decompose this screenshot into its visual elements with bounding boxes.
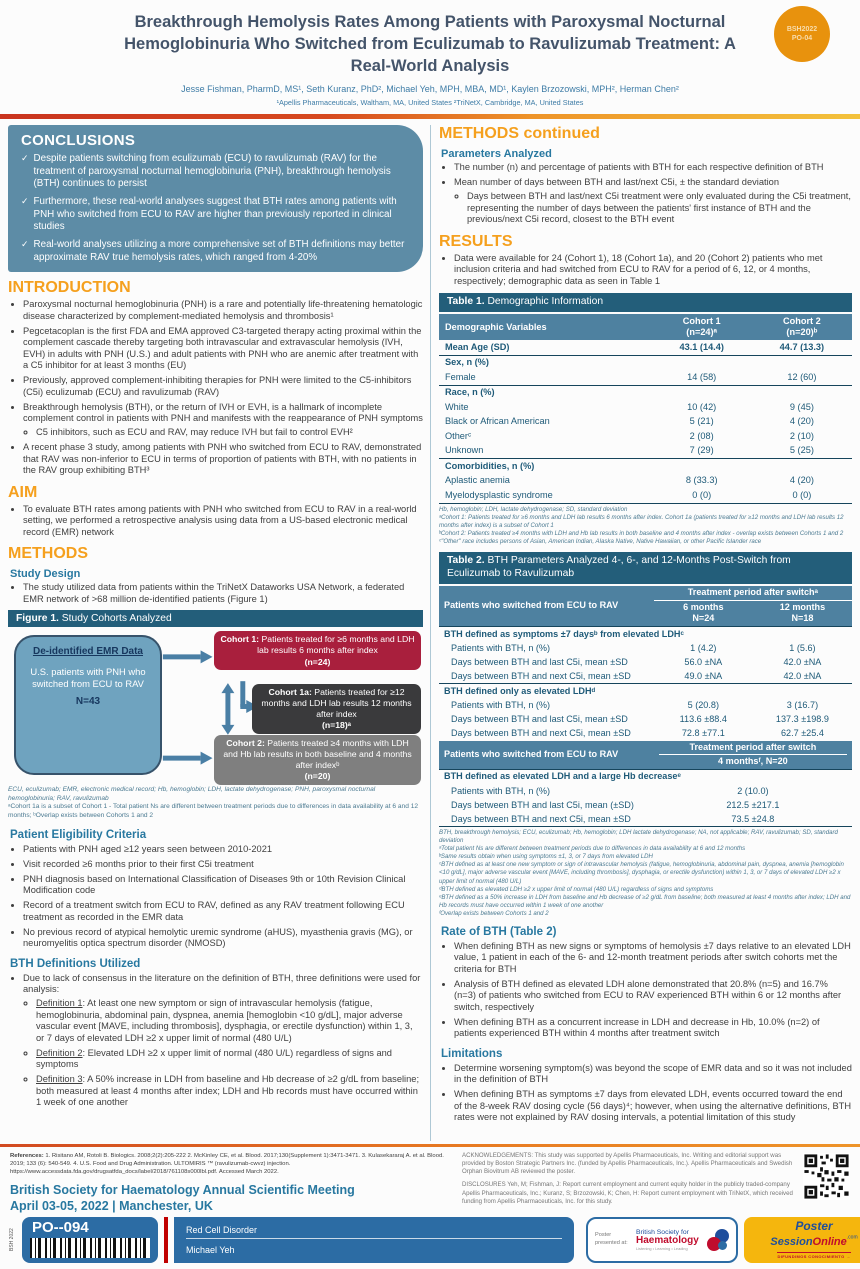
table-row — [439, 370, 852, 385]
cohort1-text — [220, 634, 415, 655]
checkmark-icon: ✓ — [21, 239, 29, 250]
footnote: ᶜBTH defined as at least one new symptom or sign of intravascular hemolysis (fatigue, hemoglobinuria, abdominal pain, dyspnea, anemia [hemoglobin <10 g/dL], major adverse vascular event [MAVE, including thrombosis], dysphagia, or erectile dysfunction) within 1, 3, or 7 days of elevated LDH ≥2 x upper limit of normal (480 U/L) — [439, 861, 844, 885]
table-row — [439, 444, 852, 459]
table2 — [439, 586, 852, 828]
cell: 7 (29) — [689, 445, 714, 456]
footnote: ᵃCohort 1: Patients treated for ≥6 months and LDH lab results 6 months after index. Cohort 1a (patients treated for ≥12 months and LDH lab results 12 months after index) is a subset of Cohort 1 — [439, 513, 844, 529]
table-row — [439, 429, 852, 444]
table-row — [439, 340, 852, 355]
row-label: Patients with BTH, n (%) — [451, 642, 551, 653]
table-row — [439, 655, 852, 669]
cohort2-text — [220, 738, 415, 770]
definition-item — [36, 1048, 423, 1071]
affiliations: ¹Apellis Pharmaceuticals, Waltham, MA, United States ²TriNetX, Cambridge, MA, United States — [276, 98, 584, 108]
table-row — [439, 784, 852, 798]
figure1-title-bar — [8, 610, 423, 627]
period-months: 12 months — [779, 602, 826, 613]
cell: 9 (45) — [789, 401, 814, 412]
definition-label: Definition 3 — [36, 1074, 83, 1085]
list-item: • When defining BTH as a concurrent increase in LDH and decrease in Hb, 10.0% (n=2) of patients experienced BTH within 4 months after treatment switch — [454, 1017, 852, 1040]
list-item: ◦ C5 inhibitors, such as ECU and RAV, may reduce IVH but fail to control EVH² — [36, 427, 423, 439]
bth-definitions-list — [8, 973, 423, 1109]
treatment-period-header: Treatment period after switchᵃ — [654, 586, 852, 601]
footnote: ᵇSame results obtain when using symptoms ±1, 3, or 7 days from elevated LDH — [439, 853, 653, 861]
table-section-row — [439, 385, 852, 400]
emr-data-box — [14, 635, 162, 775]
cohort1a-text — [258, 687, 415, 719]
row-label: Days between BTH and last C5i, mean ±SD — [451, 714, 628, 725]
cell: 137.3 ±198.9 — [775, 714, 829, 725]
presenter: Michael Yeh — [186, 1245, 235, 1255]
cohort2-box — [214, 735, 421, 784]
figure1-abbreviations: ECU, eculizumab; EMR, electronic medical record; Hb, hemoglobin; LDH, lactate dehydrogenase; PNH, paroxysmal nocturnal hemoglobinuria; RAV, ravulizumab — [8, 786, 376, 802]
table-row — [439, 415, 852, 430]
footnote: Hb, hemoglobin; LDH, lactate dehydrogenase; SD, standard deviation — [439, 505, 628, 513]
list-item: • The study utilized data from patients within the TriNetX Dataworks USA Network, a federated EMR network of >68 million de-identified patients (Figure 1) — [23, 582, 423, 605]
cohort1a-desc: Patients treated for ≥12 months and LDH lab results 12 months after index — [261, 687, 412, 719]
table2-header-row — [439, 586, 852, 601]
row-label: Patients with BTH, n (%) — [451, 785, 551, 796]
conclusions-heading: CONCLUSIONS — [21, 132, 136, 150]
table-section-row — [439, 769, 852, 784]
subheading-limitations: Limitations — [441, 1047, 503, 1060]
list-item: • Pegcetacoplan is the first FDA and EMA approved C3-targeted therapy acting proximal within the complement cascade thereby targeting both intravascular and extravascular hemolysis (IVH, EVH) in adults with PNH (U.S.) and adult patients with PNH who are anemic after treatment with a C5 inhibitor for at least 3 months (EU) — [23, 326, 423, 372]
section-label: Comorbidities, n (%) — [439, 459, 852, 474]
left-column — [8, 125, 430, 1141]
list-item: • Visit recorded ≥6 months prior to their first C5i treatment — [23, 859, 423, 871]
table1-label: Table 1. — [447, 296, 485, 308]
table-row — [439, 812, 852, 827]
footnote: ᵃTotal patient Ns are different between treatment periods due to differences in data availability at 6 and 12 months — [439, 845, 746, 853]
limitations-list — [439, 1063, 852, 1124]
pso-line2 — [770, 1232, 857, 1250]
cell: 113.6 ±88.4 — [679, 714, 727, 725]
cell: 4 (20) — [789, 475, 814, 486]
list-item: • Determine worsening symptom(s) was beyond the scope of EMR data and so it was not included in the definition of BTH — [454, 1063, 852, 1086]
table2-mid-band — [439, 741, 852, 770]
table-row — [439, 488, 852, 503]
row-label: Days between BTH and last C5i, mean ±SD — [451, 656, 628, 667]
table1-cohort1-header — [652, 314, 752, 340]
list-item: • No previous record of atypical hemolytic uremic syndrome (aHUS), myasthenia gravis (MG), or neuromyelitis optica spectrum disorder (NMOSD) — [23, 927, 423, 950]
poster-title: Breakthrough Hemolysis Rates Among Patients with Paroxysmal Nocturnal Hemoglobinuria Who Switched from Eculizumab to Ravulizumab Treatment: A Real-World Analysis — [124, 13, 736, 75]
footer — [0, 1151, 860, 1214]
conclusion-text: Furthermore, these real-world analyses suggest that BTH rates among patients with PNH who switched from ECU to RAV are higher than previously reported in clinical studies — [33, 196, 397, 233]
table-section-row — [439, 459, 852, 474]
conclusions-box — [8, 125, 423, 272]
acknowledgements-disclosures — [462, 1152, 795, 1214]
cell: 5 (21) — [689, 416, 714, 427]
references-text: 1. Risitano AM, Rotoli B. Biologics. 2008;2(2):205-222 2. McKinley CE, et al. Blood. 2017;130(Supplement 1):3471-3471. 3. Kulasekararaj A. et al. Blood. 2019; 133 (6): 540-549. 4. U.S. Food and Drug Administration. ULTOMIRIS ™ (ravulizumab-cwvz) injection. https://www.accessdata.fda.gov/drugsatfda_docs/label/2018/761108s000lbl.pdf. Accessed March 2022. — [10, 1152, 444, 1176]
period-n: N=18 — [791, 613, 814, 624]
list-item: • Paroxysmal nocturnal hemoglobinuria (PNH) is a rare and potentially life-threatening hematologic disease characterized by complement-mediated hemolysis and thrombosis¹ — [23, 299, 423, 322]
table2-footnotes — [439, 829, 852, 917]
subheading-bth-definitions: BTH Definitions Utilized — [10, 957, 141, 970]
cell: 73.5 ±24.8 — [731, 813, 775, 824]
subheading-parameters-analyzed: Parameters Analyzed — [441, 148, 552, 161]
cohort2-desc: Patients treated ≥4 months with LDH and Hb lab results in both baseline and 4 months after indexᵇ — [223, 738, 412, 770]
section-label: BTH defined only as elevated LDHᵈ — [439, 684, 852, 699]
section-heading-methods-continued: METHODS continued — [439, 125, 600, 143]
conclusion-item — [21, 153, 411, 190]
parameters-list — [439, 162, 852, 226]
bsh-circles-icon — [707, 1229, 729, 1251]
table1-footnotes — [439, 506, 852, 546]
period-n: N=24 — [692, 613, 715, 624]
emr-box-title: De-identified EMR Data — [32, 646, 143, 658]
section-label: BTH defined as symptoms ±7 daysᵇ from elevated LDHᶜ — [439, 627, 852, 642]
period-6mo — [654, 600, 753, 626]
cell: 2 (08) — [689, 430, 714, 441]
table2-mid-rowhead: Patients who switched from ECU to RAV — [439, 741, 654, 770]
cell: 56.0 ±NA — [684, 656, 723, 667]
cell: 5 (25) — [789, 445, 814, 456]
sub-list — [23, 998, 423, 1109]
cohort1a-box — [252, 684, 421, 733]
list-item: • To evaluate BTH rates among patients with PNH who switched from ECU to RAV in a real-world setting, we performed a retrospective analysis using data from a US-based electronic medical record (EMR) network — [23, 504, 423, 539]
figure1-footnote: ᵃCohort 1a is a subset of Cohort 1 - Total patient Ns are different between treatment periods due to differences in data availability at 6 and 12 months; ᵇOverlap exists between Cohorts 1 and 2 — [8, 803, 419, 820]
aim-list — [8, 504, 423, 539]
table-row — [439, 727, 852, 741]
acknowledgements: ACKNOWLEDGEMENTS: This study was supported by Apellis Pharmaceuticals, Inc. Writing and editorial support was provided by Boston Strategic Partners Inc. (funded by Apellis Pharmaceuticals, Inc.). Apellis Pharmaceuticals and Swedish Orphan Biovitrum AB reviewed the poster. — [462, 1151, 793, 1176]
table-row — [439, 669, 852, 684]
bsh-logo-tagline: Listening • Learning • Leading — [636, 1246, 688, 1252]
cohort1-label: Cohort 1: — [220, 634, 262, 645]
definition-text: : At least one new symptom or sign of intravascular hemolysis (fatigue, hemoglobinuria, abdominal pain, dyspnea, anemia [hemoglobin <10 g/dL], major adverse vascular event [MAVE, including thrombosis], dysphagia, or erectile dysfunction) within 1, 3, or 7 days of elevated LDH ≥2 x upper limit of normal (480 U/L) — [36, 998, 413, 1043]
row-label: Mean Age (SD) — [439, 340, 652, 355]
introduction-list — [8, 299, 423, 477]
header — [0, 0, 860, 119]
cohort1a-n: (n=18)ᵃ — [321, 720, 352, 731]
row-label: Otherᶜ — [445, 430, 472, 441]
cell: 49.0 ±NA — [684, 670, 723, 681]
sub-list — [454, 191, 852, 226]
cell: 44.7 (13.3) — [752, 340, 852, 355]
subheading-study-design: Study Design — [10, 568, 81, 581]
row-label: Black or African American — [445, 416, 550, 427]
row-label: Female — [445, 371, 476, 382]
pso-session: Session — [770, 1236, 813, 1249]
cohort2-header-line2: (n=20)ᵇ — [786, 327, 818, 338]
footer-divider — [0, 1144, 860, 1147]
list-item: • Record of a treatment switch from ECU to RAV, defined as any RAV treatment following ECU treatment as recorded in the EMR data — [23, 900, 423, 923]
definition-label: Definition 2 — [36, 1047, 83, 1058]
section-heading-aim: AIM — [8, 483, 38, 501]
cell: 2 (10.0) — [737, 785, 769, 796]
body-columns — [0, 119, 860, 1141]
table-row — [439, 713, 852, 727]
cohort1-desc: Patients treated for ≥6 months and LDH lab results 6 months after index — [257, 634, 415, 655]
poster-id-box — [22, 1217, 158, 1263]
list-item: • PNH diagnosis based on International Classification of Diseases 9th or 10th Revision Clinical Modification code — [23, 874, 423, 897]
emr-box-text: U.S. patients with PNH who switched from ECU to RAV — [30, 665, 146, 689]
section-label: Sex, n (%) — [439, 355, 852, 370]
table-row — [439, 798, 852, 812]
cohort2-n: (n=20) — [304, 771, 331, 782]
disclosures: DISCLOSURES Yeh, M; Fishman, J: Report current employment and current equity holder in the publicly traded-company Apellis Pharmaceuticals, Inc.; Kuranz, S; Brzozowski, K; Chen, H: Report current employment with TriNetX, which received funding from Apellis Pharmaceuticals, Inc. for this study. — [462, 1181, 793, 1205]
period-months: 6 months — [683, 602, 724, 613]
row-label: Days between BTH and next C5i, mean ±SD — [451, 813, 631, 824]
subheading-eligibility: Patient Eligibility Criteria — [10, 828, 147, 841]
mid-period-label: Treatment period after switch — [659, 742, 847, 755]
row-label: Unknown — [445, 445, 484, 456]
cell: 62.7 ±25.4 — [780, 728, 824, 739]
list-item — [23, 402, 423, 439]
section-heading-methods: METHODS — [8, 545, 88, 563]
header-divider-bar — [0, 114, 860, 119]
cell: 0 (0) — [692, 489, 712, 500]
bsh-logo-line2: Haematology — [636, 1234, 699, 1246]
table-section-row — [439, 684, 852, 699]
subheading-rate-of-bth: Rate of BTH (Table 2) — [441, 925, 557, 938]
cohort1-header-line2: (n=24)ᵃ — [686, 327, 718, 338]
cell: 43.1 (14.4) — [652, 340, 752, 355]
cell: 8 (33.3) — [685, 475, 718, 486]
footnote: ᵈBTH defined as elevated LDH ≥2 x upper limit of normal (480 U/L) regardless of signs and symptoms — [439, 885, 714, 893]
table2-rowhead: Patients who switched from ECU to RAV — [439, 586, 654, 627]
cell: 10 (42) — [687, 401, 717, 412]
table1-cohort2-header — [752, 314, 852, 340]
list-item — [454, 177, 852, 226]
conclusion-item — [21, 196, 411, 233]
list-item: ◦ Days between BTH and last/next C5i treatment were only evaluated during the C5i treatment, representing the number of days between the patients' first instance of BTH and the previous/next C5i record, closest to the BTH event — [467, 191, 852, 226]
bsh-logo — [636, 1229, 702, 1252]
meeting-name: British Society for Haematology Annual Scientific Meeting — [10, 1182, 355, 1197]
list-item: • A recent phase 3 study, among patients with PNH who switched from ECU to RAV, demonstrated that RAV was non-inferior to ECU in terms of proportion of patients with BTH, with no patients in the RAV group exhibiting BTH³ — [23, 442, 423, 477]
row-label: Patients with BTH, n (%) — [451, 699, 551, 710]
cell: 14 (58) — [687, 371, 717, 382]
table2-label: Table 2. — [447, 555, 485, 566]
study-design-list — [8, 582, 423, 605]
footnote: BTH, breakthrough hemolysis; ECU, eculizumab; Hb, hemoglobin; LDH lactate dehydrogenase; NA, not applicable; RAV, ravulizumab; SD, standard deviation — [439, 829, 838, 845]
cohort1-box — [214, 631, 421, 670]
section-label: Race, n (%) — [439, 385, 852, 400]
mid-period-sub: 4 monthsᶠ, N=20 — [718, 756, 788, 767]
section-label: BTH defined as elevated LDH and a large Hb decreaseᵉ — [439, 769, 852, 784]
rate-list — [439, 941, 852, 1040]
references — [10, 1152, 450, 1177]
barcode-vertical-label: BSH 2022 — [9, 1228, 15, 1252]
cohort1-header-line1: Cohort 1 — [682, 316, 721, 327]
list-item-text: Mean number of days between BTH and last/next C5i, ± the standard deviation — [454, 177, 779, 188]
badge-line1: BSH2022 — [786, 25, 818, 33]
cell: 3 (16.7) — [786, 699, 819, 710]
emr-box-n: N=43 — [75, 696, 101, 708]
table2-title-bar — [439, 552, 852, 584]
cell: 4 (20) — [789, 416, 814, 427]
table2-title: BTH Parameters Analyzed 4-, 6-, and 12-Months Post-Switch from Eculizumab to Ravulizumab — [447, 555, 791, 579]
conclusion-text: Despite patients switching from eculizumab (ECU) to ravulizumab (RAV) for the treatment of paroxysmal nocturnal hemoglobinuria (PNH), breakthrough hemolysis (BTH) continues to persist — [33, 153, 391, 189]
right-column — [430, 125, 852, 1141]
eligibility-list — [8, 844, 423, 950]
table-row — [439, 641, 852, 655]
row-label: White — [445, 401, 469, 412]
table1-title-bar — [439, 293, 852, 312]
list-item-text: Due to lack of consensus in the literature on the definition of BTH, three definitions were used for analysis: — [23, 972, 421, 995]
pso-online: Online — [812, 1236, 847, 1249]
poster-id: PO--094 — [32, 1219, 89, 1236]
table1 — [439, 314, 852, 504]
list-item: • Analysis of BTH defined as elevated LDH alone demonstrated that 20.8% (n=5) and 16.7% (n=3) of patients who switched from ECU to RAV experienced BTH within 6 or 12 months after switch, respectively — [454, 979, 852, 1014]
table1-title: Demographic Information — [484, 296, 604, 308]
row-label: Days between BTH and last C5i, mean (±SD) — [451, 799, 634, 810]
cell: 72.8 ±77.1 — [681, 728, 725, 739]
section-heading-results: RESULTS — [439, 232, 513, 250]
list-item: • Previously, approved complement-inhibiting therapies for PNH were limited to the C5-inhibitors (C5i) eculizumab (ECU) and ravulizumab (RAV) — [23, 375, 423, 398]
presented-at-label: Poster presented at: — [595, 1232, 628, 1246]
qr-code — [803, 1153, 850, 1200]
table1-header-row — [439, 314, 852, 340]
cell: 42.0 ±NA — [783, 656, 822, 667]
pso-com: .com — [846, 1234, 858, 1241]
table2-mid-period — [654, 741, 852, 770]
topic: Red Cell Disorder — [186, 1225, 562, 1239]
footnote: ᶠOverlap exists between Cohorts 1 and 2 — [439, 909, 549, 917]
footer-right — [462, 1152, 850, 1214]
cohort2-header-line1: Cohort 2 — [783, 316, 821, 327]
definition-text: : A 50% increase in LDH from baseline and Hb decrease of ≥2 g/dL from baseline; both measured at least 4 months after index; LDH and Hb records must have occurred within 1 week of one another — [36, 1074, 420, 1108]
bsh-logo-box — [586, 1217, 738, 1263]
conclusion-item — [21, 239, 411, 264]
footer-left — [10, 1152, 450, 1214]
figure1-title: Study Cohorts Analyzed — [58, 613, 172, 625]
cell: 2 (10) — [789, 430, 814, 441]
table-row — [439, 698, 852, 712]
checkmark-icon: ✓ — [21, 153, 29, 164]
references-label: References: — [10, 1152, 46, 1159]
list-item: • The number (n) and percentage of patients with BTH for each respective definition of BTH — [454, 162, 852, 174]
bottom-bar — [8, 1217, 858, 1263]
sub-list — [23, 427, 423, 439]
authors: Jesse Fishman, PharmD, MS¹, Seth Kuranz, PhD², Michael Yeh, MPH, MBA, MD¹, Kaylen Brzozowski, MPH², Herman Chen² — [181, 84, 679, 95]
topic-bar — [174, 1217, 574, 1263]
poster-session-online-logo — [744, 1217, 860, 1263]
meeting-info — [10, 1182, 450, 1215]
bsh-logo-line1: British Society for — [636, 1228, 689, 1236]
conclusion-text: Real-world analyses utilizing a more comprehensive set of BTH definitions may better approximate RAV true hemolysis rates, which ranged from 4-20% — [33, 239, 405, 263]
table-row — [439, 400, 852, 415]
row-label: Days between BTH and next C5i, mean ±SD — [451, 728, 631, 739]
list-item-text: Breakthrough hemolysis (BTH), or the return of IVH or EVH, is a hallmark of incomplete complement control in patients with PNH and manifests with the reappearance of PNH symptoms — [23, 401, 423, 424]
list-item: • When defining BTH as symptoms ±7 days from elevated LDH, events occurred toward the end of the 8-week RAV dosing cycle (56 days)⁴; however, when using the alternative definitions, BTH rates were not explained by RAV dosing intervals, a potential limitation of this study — [454, 1089, 852, 1124]
cell: 0 (0) — [792, 489, 812, 500]
footnote: ᶜ"Other" race includes persons of Asian, American Indian, Alaska Native, Native Hawaiian, or other Pacific Islander race — [439, 537, 762, 545]
definition-label: Definition 1 — [36, 998, 83, 1009]
table-row — [439, 474, 852, 489]
barcode — [30, 1238, 150, 1258]
cell: 212.5 ±217.1 — [726, 799, 780, 810]
list-item — [23, 973, 423, 1109]
figure1-label: Figure 1. — [16, 613, 59, 625]
checkmark-icon: ✓ — [21, 196, 29, 207]
row-label: Myelodysplastic syndrome — [445, 489, 553, 500]
definition-item — [36, 998, 423, 1044]
row-label: Aplastic anemia — [445, 475, 510, 486]
section-heading-introduction: INTRODUCTION — [8, 279, 131, 297]
cell: 12 (60) — [787, 371, 817, 382]
conference-badge — [774, 6, 830, 62]
list-item: • Patients with PNH aged ≥12 years seen between 2010-2021 — [23, 844, 423, 856]
meeting-date-location: April 03-05, 2022 | Manchester, UK — [10, 1198, 213, 1213]
list-item: • When defining BTH as new signs or symptoms of hemolysis ±7 days relative to an elevated LDH value, 1 patient in each of the 6- and 12-month treatment periods after switch cohorts met the criteria for BTH — [454, 941, 852, 976]
pso-tagline: DIFUNDIMOS CONOCIMIENTO → — [777, 1254, 851, 1260]
badge-line2: PO-04 — [791, 35, 813, 42]
table1-col-header: Demographic Variables — [439, 314, 652, 340]
table-section-row — [439, 355, 852, 370]
footnote: ᵉBTH defined as a 50% increase in LDH from baseline and Hb decrease of ≥2 g/dL from baseline; both measured at least 4 months after index; LDH and Hb records must have occurred within 1 week of one another — [439, 893, 851, 909]
red-accent-stripe — [164, 1217, 168, 1263]
footnote: ᵇCohort 2: Patients treated ≥4 months with LDH and Hb lab results in both baseline and 4 months after index - overlap exists between Cohorts 1 and 2 — [439, 529, 844, 537]
figure1-flowchart — [8, 631, 423, 783]
list-item: • Data were available for 24 (Cohort 1), 18 (Cohort 1a), and 20 (Cohort 2) patients who met inclusion criteria and had switched from ECU to RAV for a period of 6, 12, or 4 months, respectively; demographic data as seen in Table 1 — [454, 253, 852, 288]
cell: 1 (4.2) — [690, 642, 717, 653]
cell: 42.0 ±NA — [783, 670, 822, 681]
table-section-row — [439, 627, 852, 642]
row-label: Days between BTH and next C5i, mean ±SD — [451, 670, 631, 681]
cohort2-label: Cohort 2: — [226, 738, 268, 749]
pso-line1: Poster — [795, 1218, 833, 1233]
definition-text: : Elevated LDH ≥2 x upper limit of normal (480 U/L) regardless of signs and symptoms — [36, 1047, 392, 1070]
cohort1-n: (n=24) — [304, 656, 331, 667]
cell: 5 (20.8) — [687, 699, 719, 710]
cell: 1 (5.6) — [789, 642, 816, 653]
cohort1a-label: Cohort 1a: — [268, 687, 315, 698]
definition-item — [36, 1074, 423, 1109]
results-list — [439, 253, 852, 288]
period-12mo — [753, 600, 852, 626]
